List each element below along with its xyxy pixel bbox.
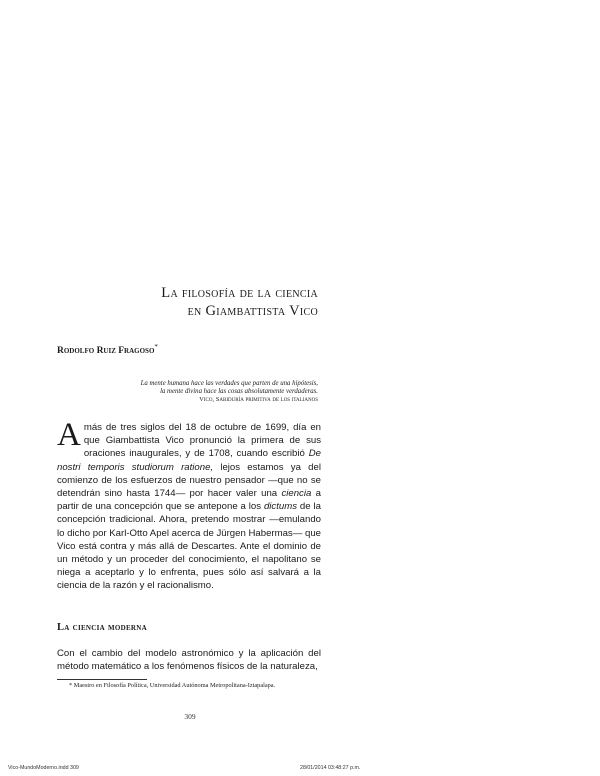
print-slug-file: Vico-MundoModerno.indd 309 (8, 765, 79, 771)
paragraph-text: más de tres siglos del 18 de octubre de 1699, día en que Giambattista Vico pronunció la primera de sus oraciones inaugurales, y de 1708, cuando escribió (83, 422, 321, 460)
drop-cap: A (57, 417, 81, 453)
opening-paragraph (57, 417, 321, 593)
emphasis-dictums: dictums (263, 501, 298, 513)
page-number: 309 (184, 712, 196, 721)
paragraph-text: lejos estamos ya del comienzo de los esfuerzos de nuestro pensador —que no se detendrán sino hasta 1744— por hacer valer una (57, 461, 321, 500)
epigraph (58, 380, 318, 405)
footnote-divider (57, 679, 147, 680)
print-slug-timestamp: 28/01/2014 03:48:27 p.m. (300, 765, 361, 771)
epigraph-line-2: la mente divina hace las cosas absolutamente verdaderas. (160, 388, 318, 396)
emphasis-ciencia: ciencia (281, 488, 312, 500)
author-byline (57, 343, 158, 356)
section-heading: La ciencia moderna (57, 622, 147, 633)
section-paragraph: Con el cambio del modelo astronómico y la aplicación del método matemático a los fenómenos físicos de la naturaleza, (57, 648, 321, 673)
work-title: De nostri temporis studiorum ratione, (57, 448, 321, 473)
footnote: * Maestro en Filosofía Política, Universidad Autónoma Metropolitana-Iztapalapa. (69, 682, 276, 689)
epigraph-attribution: Vico, Sabiduría primitiva de los italianos (199, 396, 318, 404)
epigraph-line-1: La mente humana hace las verdades que parten de una hipótesis, (140, 380, 318, 387)
title-line-1: La filosofía de la ciencia (161, 285, 318, 301)
author-name: Rodolfo Ruiz Fragoso (57, 346, 155, 357)
title-line-2: en Giambattista Vico (187, 303, 318, 319)
paragraph-text: a partir de una concepción que se antepone a los (57, 488, 321, 513)
article-title (18, 284, 318, 320)
author-footnote-mark: * (154, 343, 158, 351)
paragraph-text: de la concepción tradicional. Ahora, pretendo mostrar —emulando lo dicho por Karl-Otto Apel acerca de Jürgen Habermas— que Vico está contra y más allá de Descartes. Ante el dominio de un método y un proceder del conocimiento, el napolitano se niega a aceptarlo y lo enfrenta, pues sólo así salvará a la ciencia de la razón y el racionalismo. (57, 501, 321, 592)
